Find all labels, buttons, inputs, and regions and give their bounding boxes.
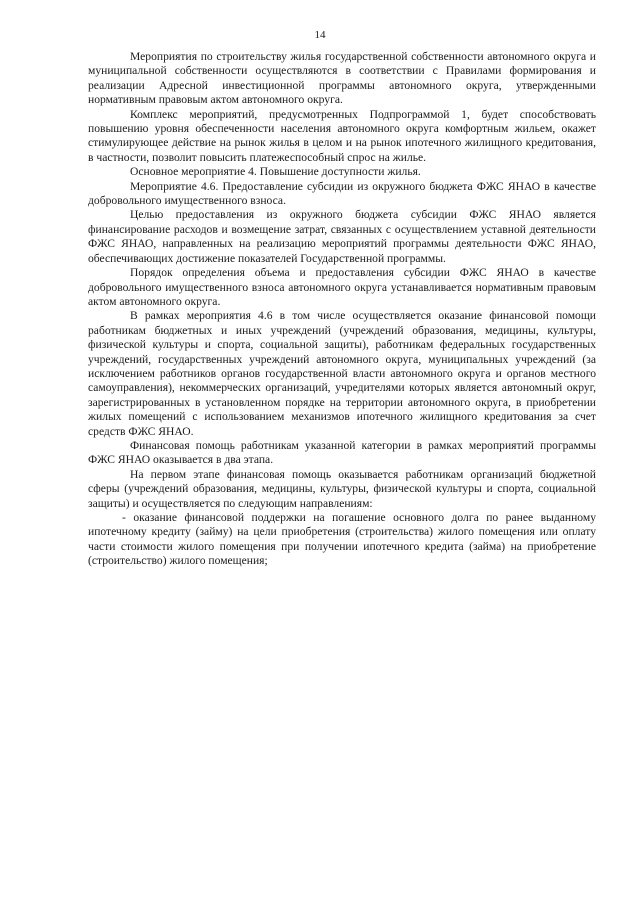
paragraph-construction-measures: Мероприятия по строительству жилья государственной собственности автономного округа и муниципальной собственности осуществляются в соответствии с Правилами формирования и реализации Адресной инвестиционной программы автономного округа, утвержденными нормативным правовым актом автономного округа.: [88, 50, 596, 107]
page-number: 14: [314, 29, 326, 41]
paragraph-subsidy-procedure: Порядок определения объема и предоставления субсидии ФЖС ЯНАО в качестве добровольного имущественного взноса автономного округа устанавливается нормативным правовым актом автономного округа.: [88, 266, 596, 308]
paragraph-measure-4-6: Мероприятие 4.6. Предоставление субсидии из окружного бюджета ФЖС ЯНАО в качестве добровольного имущественного взноса.: [88, 179, 596, 208]
paragraph-subsidy-goal: Целью предоставления из окружного бюджета субсидии ФЖС ЯНАО является финансирование расходов и возмещение затрат, связанных с осуществлением уставной деятельности ФЖС ЯНАО, направленных на реализацию мероприятий программы деятельности ФЖС ЯНАО, обеспечивающих достижение показателей Государственной программы.: [88, 208, 596, 265]
paragraph-financial-assistance: В рамках мероприятия 4.6 в том числе осуществляется оказание финансовой помощи работникам бюджетных и иных учреждений (учреждений образования, медицины, культуры, физической культуры и спорта, социальной защиты), работникам федеральных государственных учреждений, государственных учреждений автономного округа, муниципальных учреждений (за исключением работников органов государственной власти автономного округа и органов местного самоуправления), некоммерческих организаций, учредителями которых является автономный округ, зарегистрированных в установленном порядке на территории автономного округа, в приобретении жилых помещений с использованием механизмов ипотечного жилищного кредитования за счет средств ФЖС ЯНАО.: [88, 309, 596, 438]
paragraph-two-stages: Финансовая помощь работникам указанной категории в рамках мероприятий программы ФЖС ЯНАО оказывается в два этапа.: [88, 438, 596, 467]
list-item-mortgage-support: - оказание финансовой поддержки на погашение основного долга по ранее выданному ипотечному кредиту (займу) на цели приобретения (строительства) жилого помещения или оплату части стоимости жилого помещения при получении ипотечного кредита (займа) на приобретение (строительство) жилого помещения;: [88, 511, 596, 568]
paragraph-first-stage: На первом этапе финансовая помощь оказывается работникам организаций бюджетной сферы (учреждений образования, медицины, культуры, физической культуры и спорта, социальной защиты) и осуществляется по следующим направлениям:: [88, 467, 596, 510]
paragraph-subprogram-effect: Комплекс мероприятий, предусмотренных Подпрограммой 1, будет способствовать повышению уровня обеспеченности населения автономного округа комфортным жильем, окажет стимулирующее действие на рынок жилья в целом и на рынок ипотечного жилищного кредитования, в частности, позволит повысить платежеспособный спрос на жилье.: [88, 107, 596, 164]
paragraph-main-measure-4: Основное мероприятие 4. Повышение доступности жилья.: [130, 165, 421, 179]
document-body: [88, 50, 596, 569]
